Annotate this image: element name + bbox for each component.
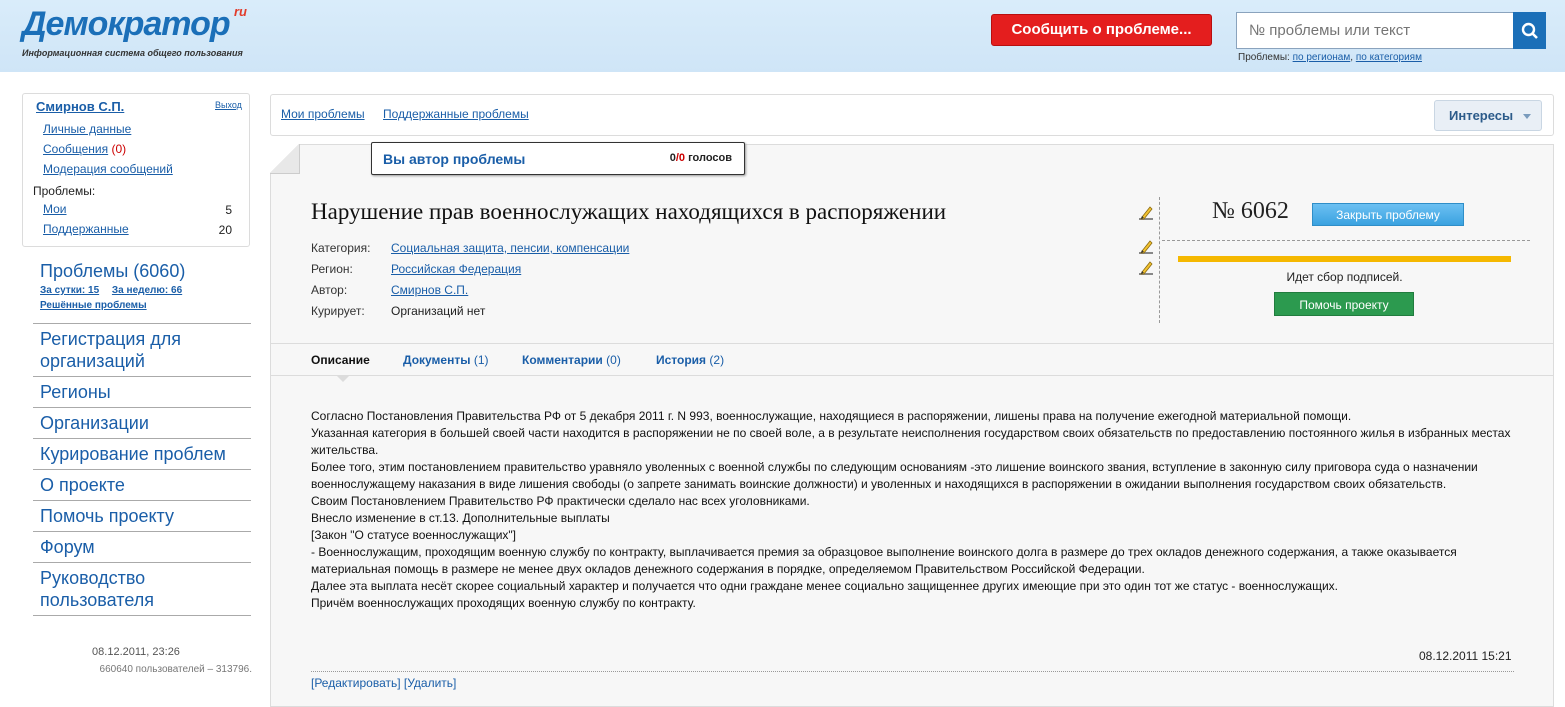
tab-count: (1) bbox=[473, 353, 489, 367]
search-link-regions[interactable]: по регионам bbox=[1292, 52, 1351, 63]
curator-label: Курирует: bbox=[311, 304, 365, 318]
author-label: Автор: bbox=[311, 283, 348, 297]
description-paragraph: Причём военнослужащих проходящих военную службу по контракту. bbox=[311, 596, 696, 610]
category-label: Категория: bbox=[311, 241, 371, 255]
signature-status: Идет сбор подписей. bbox=[1286, 270, 1403, 284]
search-button[interactable] bbox=[1513, 12, 1546, 49]
supported-problems-link[interactable]: Поддержанные bbox=[43, 222, 129, 236]
vertical-divider bbox=[1159, 197, 1160, 323]
problem-description bbox=[311, 408, 1511, 612]
search-input[interactable] bbox=[1236, 12, 1514, 49]
meta-category bbox=[311, 241, 629, 255]
problem-title: Нарушение прав военнослужащих находящихся в распоряжении bbox=[311, 199, 947, 224]
nav-item-regions[interactable]: Регионы bbox=[33, 376, 251, 407]
report-problem-button[interactable]: Сообщить о проблеме... bbox=[991, 14, 1212, 46]
close-problem-button[interactable]: Закрыть проблему bbox=[1312, 203, 1464, 226]
edit-pencil-icon[interactable] bbox=[1138, 205, 1154, 221]
page-curl-decoration bbox=[270, 144, 300, 174]
footer-stats: 660640 пользователей – 313796. bbox=[99, 664, 252, 675]
supported-problems-count: 20 bbox=[218, 223, 232, 237]
delete-link[interactable]: [Удалить] bbox=[403, 676, 457, 690]
tab-count: (2) bbox=[709, 353, 725, 367]
nav-item-organizations[interactable]: Организации bbox=[33, 407, 251, 438]
tab-label: Документы bbox=[403, 353, 471, 367]
nav-item-help-project[interactable]: Помочь проекту bbox=[33, 500, 251, 531]
chevron-down-icon bbox=[1523, 114, 1531, 119]
solved-problems-item bbox=[33, 298, 251, 313]
my-problems-link[interactable]: Мои bbox=[43, 202, 67, 216]
logout-link[interactable]: Выход bbox=[215, 100, 242, 110]
edit-pencil-icon[interactable] bbox=[1138, 239, 1154, 255]
tab-description[interactable] bbox=[311, 353, 370, 367]
description-paragraph: - Военнослужащим, проходящим военную службу по контракту, выплачивается премия за образцовое выполнение воинского долга в размере до трех окладов денежного содержания, а также оказывается материальная помощь в размере не менее двух окладов денежного содержания в порядке, определяемом Правительством Российской Федерации. bbox=[311, 545, 1457, 576]
description-paragraph: [Закон "О статусе военнослужащих"] bbox=[311, 528, 517, 542]
nav-item-org-registration[interactable]: Регистрация для организаций bbox=[33, 323, 251, 376]
interests-dropdown[interactable] bbox=[1434, 100, 1542, 131]
nav-item-user-guide[interactable]: Руководство пользователя bbox=[33, 562, 251, 616]
logo[interactable] bbox=[22, 4, 247, 58]
footer-date: 08.12.2011, 23:26 bbox=[92, 646, 180, 658]
nav-item-forum[interactable]: Форум bbox=[33, 531, 251, 562]
left-navigation bbox=[33, 259, 251, 616]
search-icon bbox=[1521, 22, 1539, 40]
tab-label: Описание bbox=[311, 353, 370, 367]
description-paragraph: Внесло изменение в ст.13. Дополнительные выплаты bbox=[311, 511, 610, 525]
tab-history[interactable] bbox=[656, 353, 724, 367]
logo-ru: ru bbox=[234, 4, 247, 19]
description-actions bbox=[311, 676, 456, 690]
problems-label: Проблемы: bbox=[33, 184, 96, 198]
tabs-bottom-line bbox=[271, 375, 1553, 376]
tab-documents[interactable] bbox=[403, 353, 489, 367]
moderation-link[interactable]: Модерация сообщений bbox=[43, 162, 173, 176]
curator-value: Организаций нет bbox=[391, 304, 486, 318]
meta-region bbox=[311, 262, 521, 276]
user-name-link[interactable]: Смирнов С.П. bbox=[36, 99, 125, 114]
description-paragraph: Своим Постановлением Правительство РФ практически сделало нас всех уголовниками. bbox=[311, 494, 810, 508]
tab-comments[interactable] bbox=[522, 353, 621, 367]
my-problems-tab-link[interactable]: Мои проблемы bbox=[281, 107, 365, 121]
author-link[interactable]: Смирнов С.П. bbox=[391, 283, 469, 297]
active-tab-pointer bbox=[336, 375, 350, 382]
meta-curator bbox=[311, 304, 485, 318]
meta-author bbox=[311, 283, 468, 297]
problems-title-link[interactable]: Проблемы (6060) bbox=[40, 261, 186, 281]
tabs-top-line bbox=[271, 343, 1553, 344]
messages-item bbox=[43, 142, 126, 156]
region-link[interactable]: Российская Федерация bbox=[391, 262, 522, 276]
logo-text: Демократор bbox=[22, 5, 230, 43]
messages-link[interactable]: Сообщения bbox=[43, 142, 109, 156]
site-header bbox=[0, 0, 1565, 72]
description-date: 08.12.2011 15:21 bbox=[1419, 649, 1512, 663]
tab-count: (0) bbox=[606, 353, 621, 367]
problem-number: № 6062 bbox=[1212, 198, 1289, 224]
user-panel bbox=[22, 93, 250, 247]
tab-label: История bbox=[656, 353, 707, 367]
description-paragraph: Более того, этим постановлением правительство уравняло уволенных с военной службы по следующим основаниям -это лишение воинского звания, вступление в законную силу приговора суда о назначении военнослужащему наказания в виде лишения свободы (о запрете занимать воинские должности) и уволенных и находящихся в распоряжении в ожидании выполнения государством своих обязательств. bbox=[311, 460, 1478, 491]
edit-pencil-icon[interactable] bbox=[1138, 260, 1154, 276]
author-badge bbox=[371, 142, 745, 175]
votes-label: голосов bbox=[688, 152, 732, 164]
day-count-link[interactable]: За сутки: 15 bbox=[40, 285, 100, 296]
problems-period-links bbox=[33, 283, 251, 298]
nav-item-curation[interactable]: Курирование проблем bbox=[33, 438, 251, 469]
search-links: Проблемы: по регионам, по категориям bbox=[1238, 52, 1422, 63]
signature-progress-bar bbox=[1178, 256, 1511, 262]
week-count-link[interactable]: За неделю: 66 bbox=[111, 285, 183, 296]
help-project-button[interactable]: Помочь проекту bbox=[1274, 292, 1414, 316]
author-badge-title: Вы автор проблемы bbox=[383, 151, 526, 167]
search-link-categories[interactable]: по категориям bbox=[1355, 52, 1422, 63]
category-link[interactable]: Социальная защита, пенсии, компенсации bbox=[391, 241, 630, 255]
supported-problems-tab-link[interactable]: Поддержанные проблемы bbox=[383, 107, 529, 121]
votes-b: 0 bbox=[678, 152, 686, 164]
messages-count: (0) bbox=[111, 142, 127, 156]
nav-item-about[interactable]: О проекте bbox=[33, 469, 251, 500]
my-problems-count: 5 bbox=[225, 203, 232, 217]
description-divider bbox=[311, 671, 1514, 672]
interests-label: Интересы bbox=[1449, 108, 1514, 123]
horizontal-divider bbox=[1162, 240, 1530, 241]
tab-label: Комментарии bbox=[522, 353, 603, 367]
description-paragraph: Согласно Постановления Правительства РФ от 5 декабря 2011 г. N 993, военнослужащие, находящиеся в распоряжении, лишены права на получение ежегодной материальной помощи. bbox=[311, 409, 1352, 423]
description-paragraph: Указанная категория в большей своей части находится в распоряжении не по своей воле, а в результате неисполнения государством своих обязательств по предоставлению постоянного жилья в избранных местах жительства. bbox=[311, 426, 1511, 457]
votes-separator: / bbox=[675, 152, 679, 164]
votes-counter bbox=[670, 152, 732, 164]
problems-topbar bbox=[270, 94, 1554, 136]
description-paragraph: Далее эта выплата несёт скорее социальный характер и получается что одни граждане менее социально защищеннее других имеющие при это один тот же статус - военнослужащих. bbox=[311, 579, 1339, 593]
solved-problems-link[interactable]: Решённые проблемы bbox=[40, 300, 147, 311]
edit-link[interactable]: [Редактировать] bbox=[311, 676, 401, 690]
votes-a: 0 bbox=[669, 152, 676, 164]
region-label: Регион: bbox=[311, 262, 353, 276]
search-links-label: Проблемы: bbox=[1238, 52, 1290, 63]
logo-subtitle: Информационная система общего пользования bbox=[22, 48, 243, 58]
personal-data-link[interactable]: Личные данные bbox=[43, 122, 132, 136]
